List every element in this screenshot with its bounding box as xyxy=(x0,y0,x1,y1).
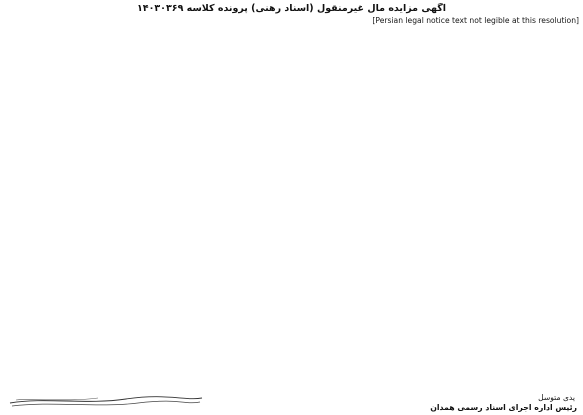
signer-name: یدی متوسل xyxy=(538,393,575,402)
notice-title: آگهی مزایده مال غیرمنقول (اسناد رهنی) پرونده کلاسه ۱۴۰۳۰۳۶۹ xyxy=(136,3,447,14)
signer-title: رئیس اداره اجرای اسناد رسمی همدان xyxy=(430,403,577,412)
notice-footer xyxy=(0,389,583,413)
signature-block xyxy=(430,393,577,413)
notice-body: [Persian legal notice text not legible at this resolution] xyxy=(372,16,579,25)
ink-scribble-mark-icon xyxy=(6,389,206,411)
